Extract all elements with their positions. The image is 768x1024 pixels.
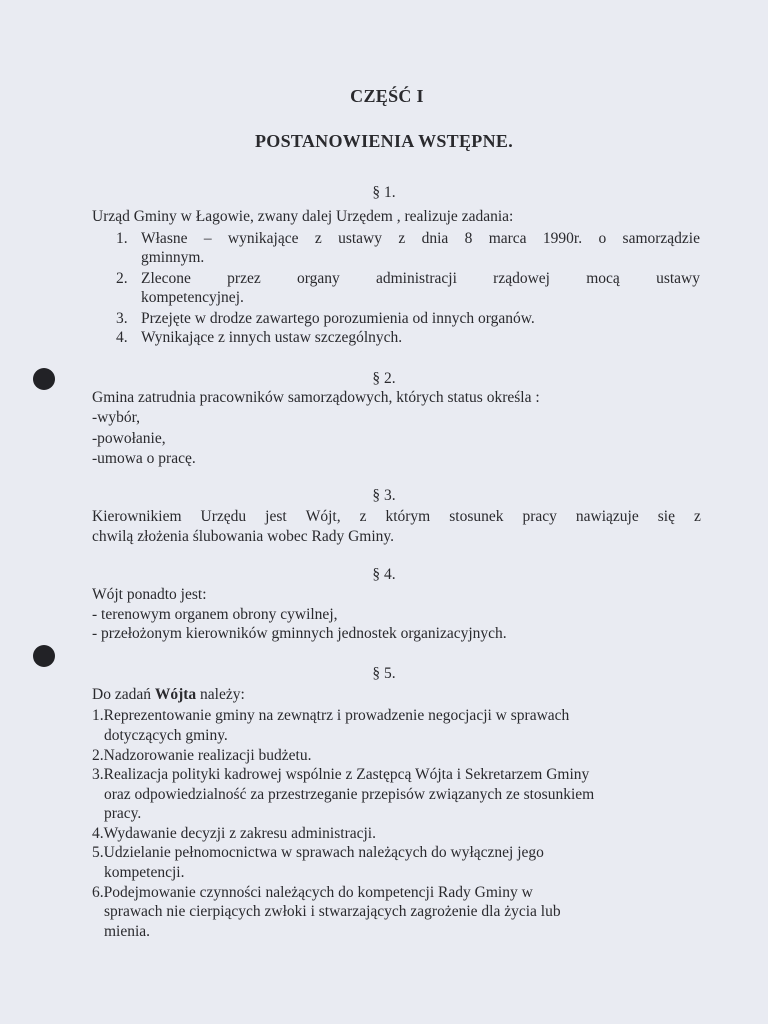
section-5-item: 3.Realizacja polityki kadrowej wspólnie z Zastępcą Wójta i Sekretarzem Gminy xyxy=(92,766,590,783)
word: z xyxy=(693,508,701,525)
word: samorządzie xyxy=(622,230,700,247)
word: administracji xyxy=(376,270,457,287)
word: marca xyxy=(488,230,527,247)
word: rządowej xyxy=(493,270,550,287)
word: Własne xyxy=(141,230,188,247)
paragraph-mark-5: § 5. xyxy=(372,665,396,682)
section-5-item-cont: mienia. xyxy=(104,923,151,940)
section-2-item: -wybór, xyxy=(92,409,141,426)
section-title: POSTANOWIENIA WSTĘPNE. xyxy=(255,131,513,151)
word: z xyxy=(314,230,322,247)
word: pracy xyxy=(522,508,557,525)
word: przez xyxy=(227,270,261,287)
word: z xyxy=(398,230,406,247)
intro-text: należy: xyxy=(196,686,245,703)
word: którym xyxy=(385,508,431,525)
word: 8 xyxy=(464,230,473,247)
section-2-intro: Gmina zatrudnia pracowników samorządowych, których status określa : xyxy=(92,389,540,406)
word: Zlecone xyxy=(141,270,191,287)
section-5-item: 6.Podejmowanie czynności należących do kompetencji Rady Gminy w xyxy=(92,884,533,901)
section-5-item-cont: kompetencji. xyxy=(104,864,185,881)
part-title: CZĘŚĆ I xyxy=(350,86,424,106)
word: ustawy xyxy=(338,230,382,247)
intro-text: Do zadań xyxy=(92,686,155,703)
section-2-item: -umowa o pracę. xyxy=(92,450,196,467)
section-1-item-2-cont: kompetencyjnej. xyxy=(141,289,244,306)
paragraph-mark-2: § 2. xyxy=(372,370,396,387)
paragraph-mark-4: § 4. xyxy=(372,566,396,583)
section-4-item: - terenowym organem obrony cywilnej, xyxy=(92,606,338,623)
word: mocą xyxy=(586,270,620,287)
section-1-item-1-cont: gminnym. xyxy=(141,249,205,266)
section-4-item: - przełożonym kierowników gminnych jednostek organizacyjnych. xyxy=(92,625,507,642)
word: Wójt, xyxy=(305,508,341,525)
section-1-item-2-line xyxy=(141,269,700,288)
word: Urzędu xyxy=(200,508,247,525)
word: Kierownikiem xyxy=(92,508,182,525)
word: się xyxy=(657,508,675,525)
word: 1990r. xyxy=(542,230,583,247)
section-1-item-num: 2. xyxy=(116,270,128,287)
section-1-item-1-line xyxy=(141,229,700,248)
section-1-item-num: 4. xyxy=(116,329,128,346)
section-3-cont: chwilą złożenia ślubowania wobec Rady Gminy. xyxy=(92,528,395,545)
section-5-item: 1.Reprezentowanie gminy na zewnątrz i prowadzenie negocjacji w sprawach xyxy=(92,707,570,724)
section-4-intro: Wójt ponadto jest: xyxy=(92,586,207,603)
word: jest xyxy=(265,508,287,525)
punch-hole-icon xyxy=(33,645,55,667)
word: dnia xyxy=(421,230,449,247)
section-5-item: 2.Nadzorowanie realizacji budżetu. xyxy=(92,747,312,764)
paragraph-mark-1: § 1. xyxy=(372,184,396,201)
section-3-line xyxy=(92,507,701,526)
section-5-item-cont: oraz odpowiedzialność za przestrzeganie przepisów związanych ze stosunkiem xyxy=(104,786,595,803)
section-5-item-cont: dotyczących gminy. xyxy=(104,727,228,744)
section-1-item-num: 1. xyxy=(116,230,128,247)
section-2-item: -powołanie, xyxy=(92,430,166,447)
section-5-item-cont: pracy. xyxy=(104,805,142,822)
word: o xyxy=(598,230,607,247)
paragraph-mark-3: § 3. xyxy=(372,487,396,504)
section-5-intro xyxy=(92,685,245,704)
word: z xyxy=(359,508,367,525)
word: organy xyxy=(296,270,340,287)
section-5-item-cont: sprawach nie cierpiących zwłoki i stwarzających zagrożenie dla życia lub xyxy=(104,903,561,920)
section-1-item-num: 3. xyxy=(116,310,128,327)
word: – xyxy=(203,230,212,247)
word: nawiązuje xyxy=(575,508,639,525)
word: ustawy xyxy=(656,270,700,287)
section-1-item-4: Wynikające z innych ustaw szczególnych. xyxy=(141,329,403,346)
section-5-item: 4.Wydawanie decyzji z zakresu administracji. xyxy=(92,825,376,842)
section-1-item-3: Przejęte w drodze zawartego porozumienia od innych organów. xyxy=(141,310,535,327)
intro-bold-text: Wójta xyxy=(154,686,197,703)
section-5-item: 5.Udzielanie pełnomocnictwa w sprawach należących do wyłącznej jego xyxy=(92,844,544,861)
word: wynikające xyxy=(227,230,299,247)
word: stosunek xyxy=(449,508,504,525)
section-1-intro: Urząd Gminy w Łagowie, zwany dalej Urzędem , realizuje zadania: xyxy=(92,208,514,225)
